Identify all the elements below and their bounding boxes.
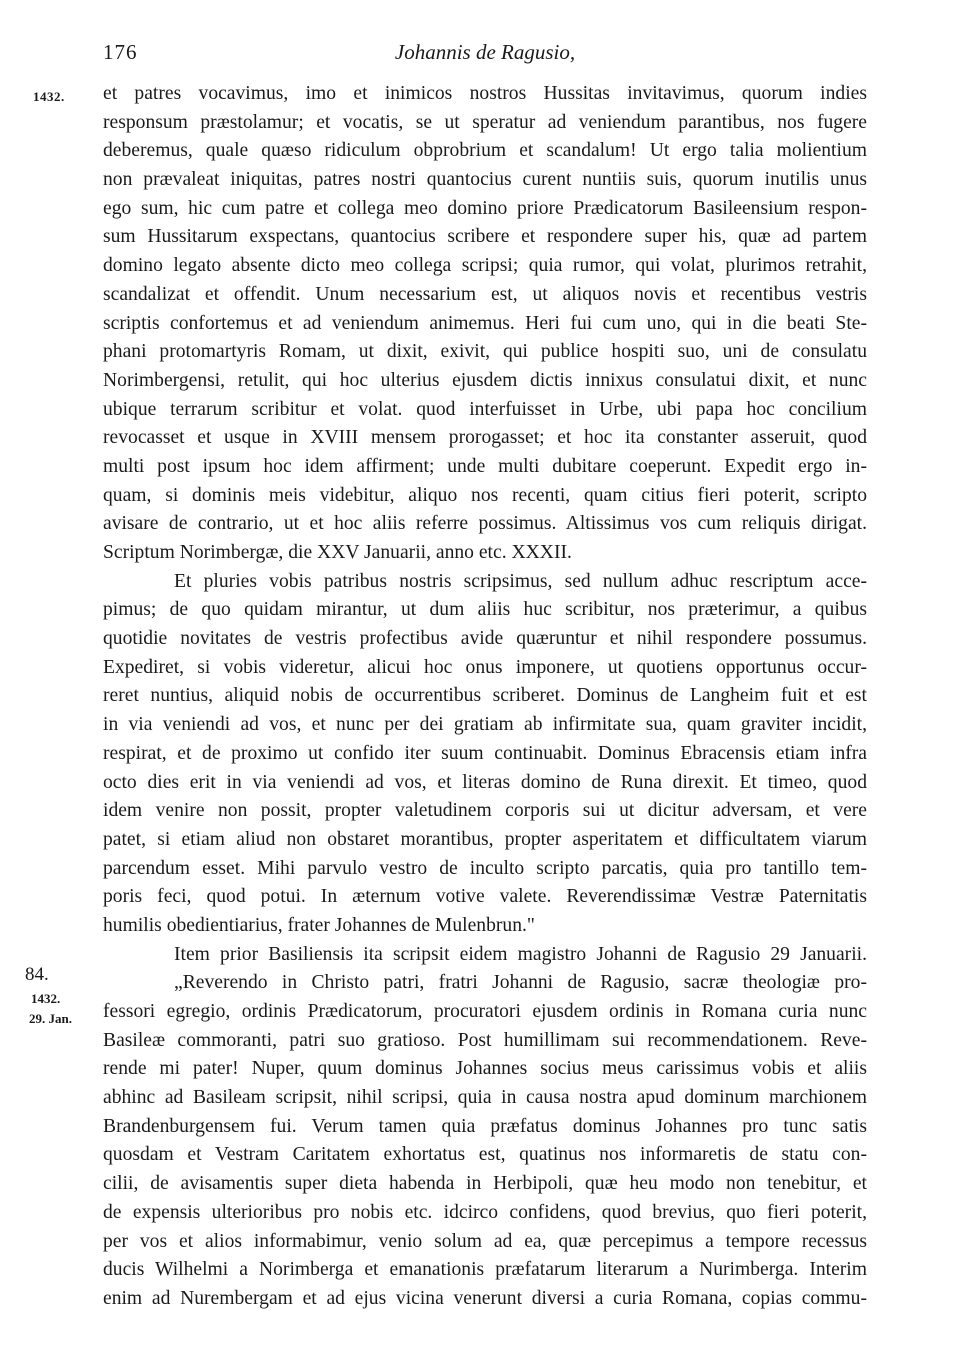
margin-document-number: 84. — [25, 964, 49, 985]
margin-year-note: 1432. — [33, 89, 65, 104]
text-line: sum Hussitarum exspectans, quantocius scribere et respondere super his, quæ ad partem — [103, 226, 867, 248]
text-line: de expensis ulterioribus pro nobis etc. idcirco confidens, quod brevius, quo fieri poterit, — [103, 1201, 867, 1223]
text-line: quosdam et Vestram Caritatem exhortatus est, quatinus nos informaretis de statu con- — [103, 1144, 867, 1166]
text-line: revocasset et usque in XVIII mensem prorogasset; et hoc ita constanter asseruit, quod — [103, 427, 867, 449]
text-line: Basileæ commoranti, patri suo gratioso. Post humillimam sui recommendationem. Reve- — [103, 1029, 867, 1051]
text-line: cilii, de avisamentis super dieta habenda in Herbipoli, quæ heu modo non tenebitur, et — [103, 1173, 867, 1195]
text-line: quotidie novitates de vestris profectibus avide quæruntur et nihil respondere possumus. — [103, 628, 867, 650]
text-line: et patres vocavimus, imo et inimicos nostros Hussitas invitavimus, quorum indies — [103, 83, 867, 104]
text-line: non prævaleat iniquitas, patres nostri quantocius curent nuntiis suis, quorum inutilis unus — [103, 169, 867, 191]
margin-document-date: 29. Jan. — [29, 1011, 72, 1026]
text-line: Expediret, si vobis videretur, alicui hoc onus imponere, ut quotiens opportunus occur- — [103, 656, 867, 678]
text-line: ducis Wilhelmi a Norimberga et emanationis præfatarum literarum a Nurimberga. Interim — [103, 1259, 867, 1281]
text-line: deberemus, quale quæso ridiculum obprobrium et scandalum! Ut ergo talia molientium — [103, 140, 867, 162]
text-line: humilis obedientiarius, frater Johannes de Mulenbrun." — [103, 914, 535, 936]
page-number: 176 — [103, 40, 138, 64]
paragraph-start-line: Et pluries vobis patribus nostris scripsimus, sed nullum adhuc rescriptum acce- — [174, 570, 867, 592]
text-line: scriptis confortemus et ad veniendum animemus. Heri fui cum uno, qui in die beati Ste- — [103, 312, 867, 334]
text-line: octo dies erit in via veniendi ad vos, et literas domino de Runa direxit. Et timeo, quod — [103, 771, 867, 793]
text-line: rende mi pater! Nuper, quum dominus Johannes socius meus carissimus vobis et aliis — [103, 1058, 867, 1080]
text-line: Scriptum Norimbergæ, die XXV Januarii, anno etc. XXXII. — [103, 542, 572, 563]
margin-document-year: 1432. — [31, 991, 61, 1006]
text-line: multi post ipsum hoc idem affirment; unde multi dubitare coeperunt. Expedit ergo in- — [103, 455, 867, 477]
text-line: domino legato absente dicto meo collega scripsi; quia rumor, qui volat, plurimos retrahit, — [103, 255, 867, 277]
text-line: reret nuntius, aliquid nobis de occurrentibus scriberet. Dominus de Langheim fuit et est — [103, 685, 867, 707]
text-line: enim ad Nurembergam et ad ejus vicina venerunt diversi a curia Romana, copias commu- — [103, 1287, 867, 1309]
text-line: Norimbergensi, retulit, qui hoc ulterius ejusdem dictis innixus consulatui dixit, et nunc — [103, 369, 867, 391]
text-line: quam, si dominis meis videbitur, aliquo nos recenti, quam citius fieri poterit, scripto — [103, 484, 867, 506]
text-line: patet, si etiam aliud non obstaret morantibus, propter asperitatem et difficultatem viarum — [103, 828, 867, 850]
running-title: Johannis de Ragusio, — [394, 40, 576, 64]
text-line: pimus; de quo quidam mirantur, ut dum aliis huc scribitur, nos præterimur, a quibus — [103, 599, 867, 621]
text-line: fessori egregio, ordinis Prædicatorum, procuratori ejusdem ordinis in Romana curia nunc — [103, 1001, 867, 1022]
text-line — [103, 1314, 867, 1343]
text-line: ego sum, hic cum patre et collega meo domino priore Prædicatorum Basileensium respon- — [103, 197, 867, 219]
text-line: respirat, et de proximo ut confido iter suum continuabit. Dominus Ebracensis etiam infra — [103, 742, 867, 764]
text-line: phani protomartyris Romam, ut dixit, exivit, qui publice hospiti suo, uni de consulatu — [103, 341, 867, 363]
text-line: Brandenburgensem fui. Verum tamen quia præfatus dominus Johannes pro tunc satis — [103, 1115, 867, 1137]
paragraph-start-line: „Reverendo in Christo patri, fratri Johanni de Ragusio, sacræ theologiæ pro- — [174, 972, 867, 994]
text-line: avisare de contrario, ut et hoc aliis referre possimus. Altissimus vos cum reliquis dirigat. — [103, 513, 867, 535]
text-line: parcendum esset. Mihi parvulo vestro de inculto scripto parcatis, quia pro tantillo tem- — [103, 857, 867, 879]
text-line: scandalizat et offendit. Unum necessarium est, ut aliquos novis et recentibus vestris — [103, 283, 867, 305]
text-line: ubique terrarum scribitur et volat. quod interfuisset in Urbe, ubi papa hoc concilium — [103, 398, 867, 420]
body-text — [103, 80, 867, 1342]
text-line: in via veniendi ad vos, et nunc per dei gratiam ab infirmitate sua, quam graviter incidit, — [103, 714, 867, 736]
text-line: abhinc ad Basileam scripsit, nihil scripsi, quia in causa nostra apud dominum marchionem — [103, 1087, 867, 1109]
page-header — [103, 40, 867, 70]
text-line: poris feci, quod potui. In æternum votive valete. Reverendissimæ Vestræ Paternitatis — [103, 886, 867, 908]
paragraph-start-line: Item prior Basiliensis ita scripsit eidem magistro Johanni de Ragusio 29 Januarii. — [174, 943, 867, 965]
text-line: responsum præstolamur; et vocatis, se ut speratur ad veniendum parantibus, nos fugere — [103, 111, 867, 133]
text-line: per vos et alios informabimur, venio solum ad ea, quæ percepimus a tempore recessus — [103, 1230, 867, 1252]
text-line: idem venire non possit, propter valetudinem corporis sui ut dicitur adversam, et vere — [103, 800, 867, 822]
